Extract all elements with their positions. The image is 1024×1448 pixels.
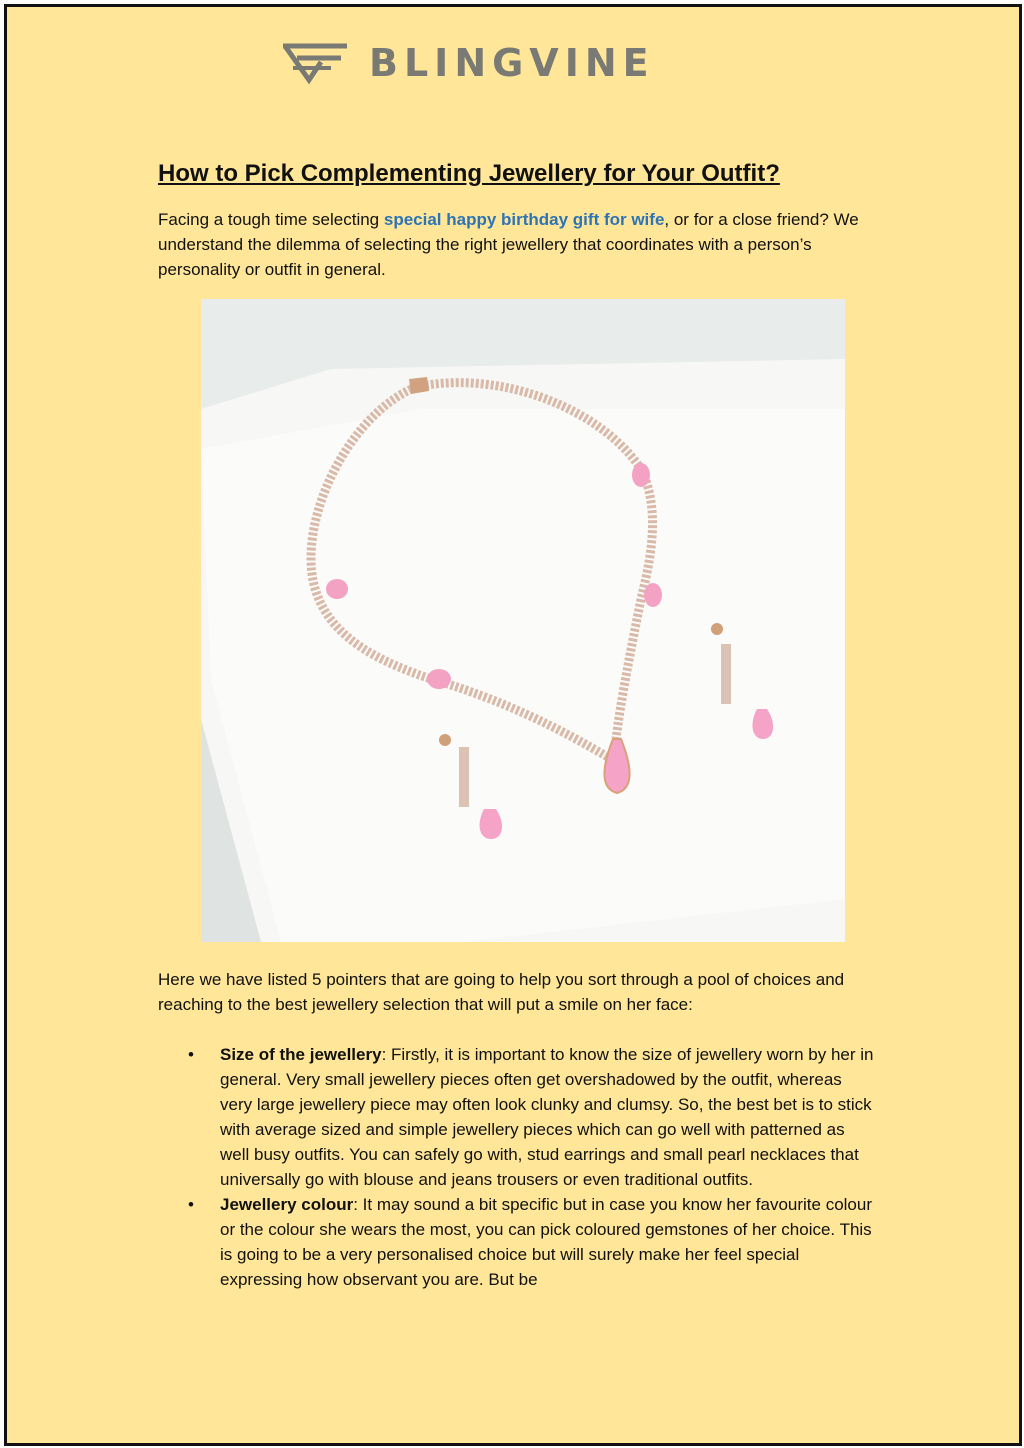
- document-page: [4, 4, 1022, 1446]
- pointers-intro: Here we have listed 5 pointers that are going to help you sort through a pool of choices and reaching to the best jewellery selection that will put a smile on her face:: [158, 970, 845, 1014]
- birthday-gift-link[interactable]: special happy birthday gift for wife: [383, 210, 665, 229]
- bullet-icon: •: [188, 1195, 194, 1214]
- bullet-heading: Size of the jewellery: [220, 1045, 382, 1064]
- bullet-icon: •: [188, 1045, 194, 1064]
- article-title: How to Pick Complementing Jewellery for Your Outfit?: [158, 160, 780, 187]
- bullet-text: : Firstly, it is important to know the size of jewellery worn by her in general. Very small jewellery pieces often get overshadowed by the outfit, whereas very large jewellery piece may often look clunky and clumsy. So, the best bet is to stick with average sized and simple jewellery pieces which can go well with patterned as well busy outfits. You can safely go with, stud earrings and small pearl necklaces that universally go with blouse and jeans trousers or even traditional outfits.: [220, 1045, 874, 1189]
- bullet-heading: Jewellery colour: [220, 1195, 354, 1214]
- pointers-list: [158, 1042, 876, 1292]
- intro-paragraph: [158, 207, 876, 282]
- logo-text: BLINGVINE: [369, 41, 655, 85]
- logo-diamond-icon: [279, 40, 351, 86]
- jewellery-product-photo: [201, 299, 845, 942]
- list-item: [158, 1042, 876, 1192]
- brand-logo: [279, 37, 655, 89]
- intro-text-start: Facing a tough time selecting: [158, 210, 384, 229]
- intro-text-end: , or for a close friend? We understand the dilemma of selecting the right jewellery that coordinates with a person’s personality or outfit in general.: [158, 210, 859, 279]
- bullet-text: : It may sound a bit specific but in case you know her favourite colour or the colour she wears the most, you can pick coloured gemstones of her choice. This is going to be a very personalised choice but will surely make her feel special expressing how observant you are. But be: [220, 1195, 872, 1289]
- list-item: [158, 1192, 876, 1292]
